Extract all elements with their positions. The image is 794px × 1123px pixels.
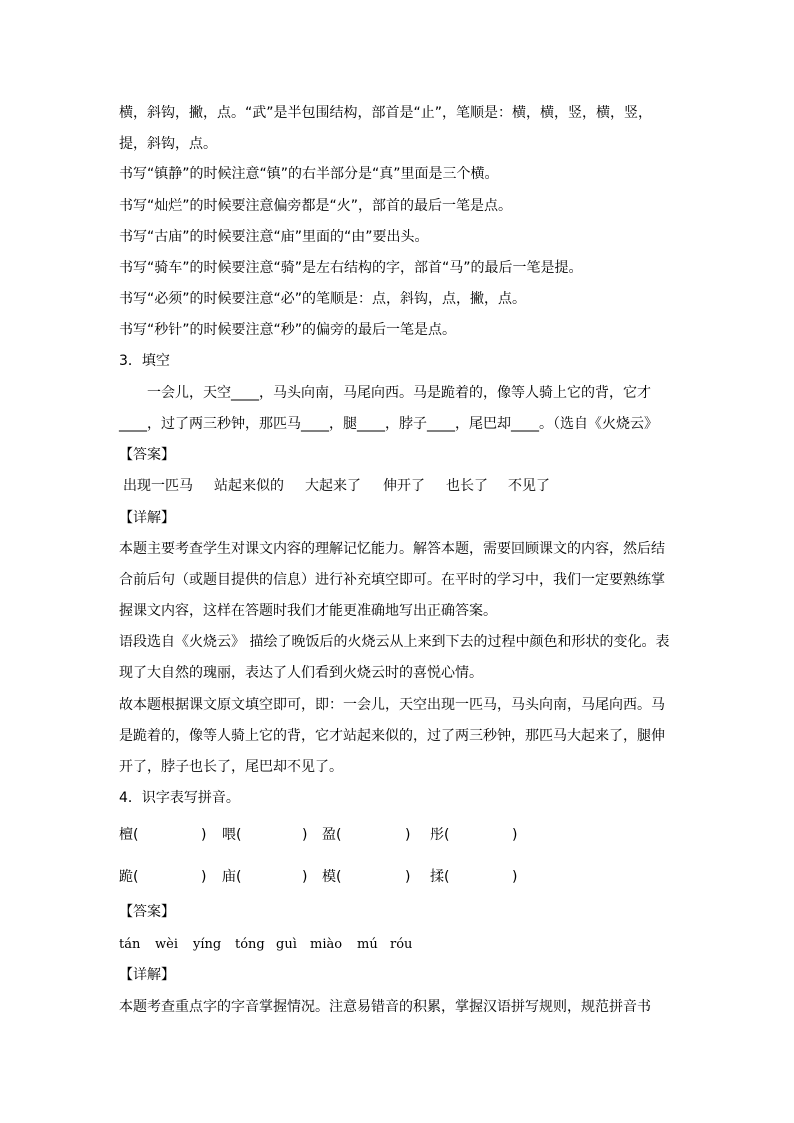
detail-line: 语段选自《火烧云》 描绘了晚饭后的火烧云从上来到下去的过程中颜色和形状的变化。表 xyxy=(119,634,670,650)
paren-open: ( xyxy=(133,827,139,843)
detail-line: 是跪着的，像等人骑上它的背，它才站起来似的，过了两三秒钟，那匹马大起来了，腿伸 xyxy=(119,728,665,744)
answer-label: 【答案】 xyxy=(119,447,175,463)
character: 喂 xyxy=(222,827,236,843)
paren-open: ( xyxy=(236,869,242,885)
pinyin-answer: tóng xyxy=(235,937,265,952)
paren-close: ) xyxy=(405,869,411,885)
answer-item: 伸开了 xyxy=(383,478,425,494)
question-3-title: 3．填空 xyxy=(119,353,170,369)
text-line: 横，斜钩，撇，点。“武”是半包围结构，部首是“止”，笔顺是：横，横，竖，横，竖， xyxy=(119,105,653,121)
pinyin-answer: mú xyxy=(357,937,378,952)
answer-item: 出现一匹马 xyxy=(123,478,193,494)
character: 模 xyxy=(322,869,336,885)
character: 檀 xyxy=(119,827,133,843)
paren-close: ) xyxy=(201,827,207,843)
answer-item: 站起来似的 xyxy=(214,478,284,494)
text-line: 书写“古庙”的时候要注意“庙”里面的“由”要出头。 xyxy=(119,229,429,245)
pinyin-answer: guì xyxy=(276,937,297,952)
character: 盈 xyxy=(322,827,336,843)
detail-line: 开了，脖子也长了，尾巴却不见了。 xyxy=(119,759,343,775)
paren-close: ) xyxy=(302,869,308,885)
answer-item: 不见了 xyxy=(508,478,550,494)
text-line: 书写“镇静”的时候注意“镇”的右半部分是“真”里面是三个横。 xyxy=(119,166,499,182)
text-line: 书写“骑车”的时候要注意“骑”是左右结构的字，部首“马”的最后一笔是提。 xyxy=(119,260,583,276)
paren-close: ) xyxy=(405,827,411,843)
question-3-text: 一会儿，天空____，马头向南，马尾向西。马是跪着的，像等人骑上它的背，它才 xyxy=(147,385,651,401)
text-line: 提，斜钩，点。 xyxy=(119,136,217,152)
pinyin-answer: miào xyxy=(310,937,343,952)
question-3-text: ____，过了两三秒钟，那匹马____，腿____，脖子____，尾巴却____。（选自《火烧云》 xyxy=(119,416,658,432)
detail-line: 握课文内容，这样在答题时我们才能更准确地写出正确答案。 xyxy=(119,603,497,619)
character: 揉 xyxy=(430,869,444,885)
paren-open: ( xyxy=(336,827,342,843)
paren-close: ) xyxy=(201,869,207,885)
detail-line: 合前后句（或题目提供的信息）进行补充填空即可。在平时的学习中，我们一定要熟练掌 xyxy=(119,572,665,588)
paren-open: ( xyxy=(444,869,450,885)
paren-open: ( xyxy=(444,827,450,843)
pinyin-answer: róu xyxy=(390,937,413,952)
paren-open: ( xyxy=(236,827,242,843)
question-4-title: 4．识字表写拼音。 xyxy=(119,790,240,806)
detail-line: 本题考查重点字的字音掌握情况。注意易错音的积累，掌握汉语拼写规则，规范拼音书 xyxy=(119,999,651,1015)
text-line: 书写“灿烂”的时候要注意偏旁都是“火”，部首的最后一笔是点。 xyxy=(119,198,513,214)
detail-label: 【详解】 xyxy=(119,510,175,526)
paren-open: ( xyxy=(336,869,342,885)
answer-item: 也长了 xyxy=(446,478,488,494)
paren-close: ) xyxy=(512,827,518,843)
paren-open: ( xyxy=(133,869,139,885)
detail-line: 现了大自然的瑰丽，表达了人们看到火烧云时的喜悦心情。 xyxy=(119,665,483,681)
answer-label: 【答案】 xyxy=(119,904,175,920)
text-line: 书写“秒针”的时候要注意“秒”的偏旁的最后一笔是点。 xyxy=(119,322,457,338)
character: 彤 xyxy=(430,827,444,843)
answer-item: 大起来了 xyxy=(305,478,361,494)
character: 跪 xyxy=(119,869,133,885)
character: 庙 xyxy=(222,869,236,885)
text-line: 书写“必须”的时候要注意“必”的笔顺是：点，斜钩，点，撇，点。 xyxy=(119,291,527,307)
detail-line: 本题主要考查学生对课文内容的理解记忆能力。解答本题，需要回顾课文的内容，然后结 xyxy=(119,541,665,557)
paren-close: ) xyxy=(302,827,308,843)
pinyin-answer: tán xyxy=(119,937,141,952)
paren-close: ) xyxy=(512,869,518,885)
detail-label: 【详解】 xyxy=(119,967,175,983)
detail-line: 故本题根据课文原文填空即可，即：一会儿，天空出现一匹马，马头向南，马尾向西。马 xyxy=(119,697,665,713)
pinyin-answer: wèi xyxy=(155,937,178,952)
pinyin-answer: yíng xyxy=(193,937,222,952)
